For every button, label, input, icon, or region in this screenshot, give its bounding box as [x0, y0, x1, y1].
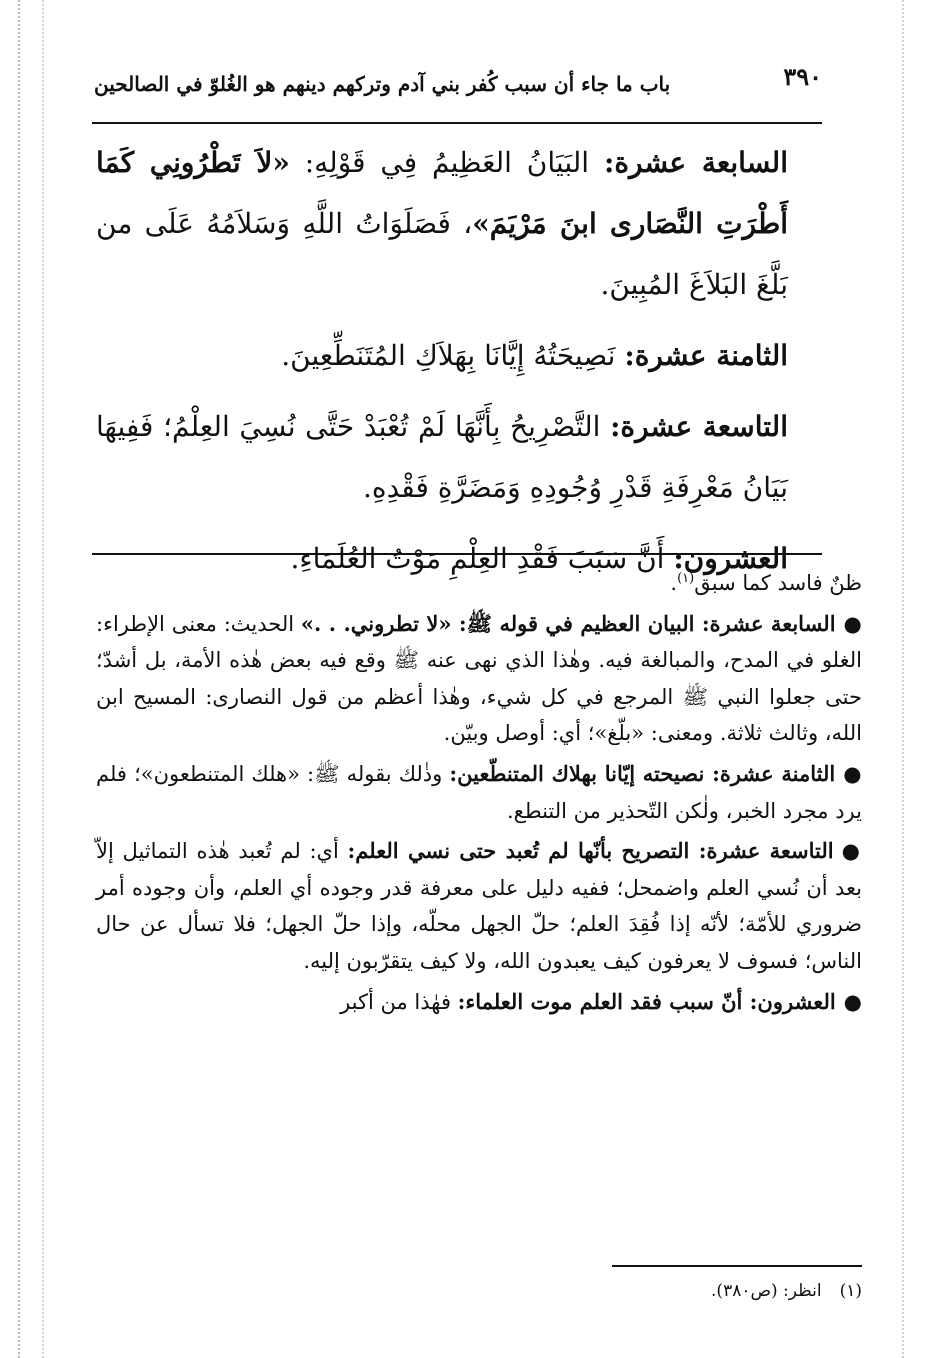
- matn-label: الثامنة عشرة:: [624, 339, 788, 372]
- matn-item: [96, 396, 788, 518]
- matn-text: البَيَانُ العَظِيمُ فِي قَوْلِهِ:: [289, 146, 604, 179]
- matn-text: التَّصْرِيحُ بِأَنَّهَا لَمْ تُعْبَدْ حَتَّى نُسِيَ العِلْمُ؛ فَفِيهَا بَيَانُ مَعْرِفَةِ قَدْرِ وُجُودِهِ وَمَضَرَّةِ فَقْدِهِ.: [96, 410, 788, 504]
- matn-text: ، فَصَلَوَاتُ اللَّهِ وَسَلاَمُهُ عَلَى من بَلَّغَ البَلاَغَ المُبِينَ.: [96, 207, 788, 301]
- matn-label: التاسعة عشرة:: [610, 410, 788, 443]
- matn-text: نَصِيحَتُهُ إِيَّانَا بِهَلاَكِ المُتَنَطِّعِينَ.: [281, 339, 625, 372]
- commentary-label: الثامنة عشرة: نصيحته إيّانا بهلاك المتنطّعين:: [449, 760, 836, 786]
- matn-item: [96, 325, 788, 386]
- commentary-label: العشرون: أنّ سبب فقد العلم موت العلماء:: [457, 988, 836, 1014]
- main-text: [96, 132, 788, 599]
- page-header: [94, 58, 822, 122]
- matn-item: [96, 132, 788, 315]
- hadith-quote: «لاَ تَطْرُونِي كَمَا أَطْرَتِ النَّصَارى ابنَ مَرْيَمَ»: [96, 146, 789, 240]
- footnote-ref: (١): [677, 571, 695, 586]
- bullet-icon: ●: [843, 988, 862, 1014]
- matn-label: السابعة عشرة:: [603, 146, 788, 179]
- page-number: ٣٩٠: [783, 62, 822, 91]
- footnote: [96, 1278, 862, 1304]
- bullet-icon: ●: [843, 760, 862, 786]
- bullet-icon: ●: [841, 838, 863, 864]
- scan-edge: [42, 0, 44, 1358]
- footnote-text: انظر: (ص٣٨٠).: [711, 1281, 822, 1301]
- header-rule: [92, 122, 822, 124]
- commentary-item: [96, 833, 862, 979]
- commentary-text: وذٰلك بقوله ﷺ: «هلك المتنطعون»؛ فلم يرد مجرد الخبر، ولٰكن التّحذير من التنطع.: [96, 761, 862, 823]
- scan-edge: [902, 0, 904, 1358]
- running-title: باب ما جاء أن سبب كُفر بني آدم وتركهم دينهم هو الغُلوّ في الصالحين: [94, 72, 671, 96]
- commentary-opening: ظنٌ فاسد كما سبق$^{(١)}$.: [670, 571, 862, 595]
- commentary-text: أي: لم تُعبد هٰذه التماثيل إلاّ بعد أن نُسي العلم واضمحل؛ ففيه دليل على معرفة قدر وجوده أي العلم، وأن وجوده أمر ضروري للأمّة؛ لأنّه إذا فُقِدَ العلم؛ حلّ الجهل محلّه، وإذا حلّ الجهل؛ فلا تسأل عن حال الناس؛ فسوف لا يعرفون كيف يعبدون الله، ولا كيف يتقرّبون إليه.: [96, 839, 862, 973]
- footnote-rule: [612, 1265, 862, 1267]
- bullet-icon: ●: [843, 610, 862, 636]
- commentary-item: [96, 756, 862, 829]
- commentary-label: السابعة عشرة: البيان العظيم في قوله ﷺ: «لا تطروني. . .»: [300, 610, 836, 636]
- opening-text: ظنٌ فاسد كما سبق: [694, 571, 862, 595]
- commentary-item: [96, 984, 862, 1021]
- matn-label: العشرون:: [673, 542, 788, 575]
- commentary-label: التاسعة عشرة: التصريح بأنّها لم تُعبد حتى نسي العلم:: [347, 838, 834, 864]
- commentary: [96, 565, 862, 1024]
- commentary-item: [96, 606, 862, 752]
- footnote-number: (١): [839, 1281, 862, 1301]
- matn-text: أَنَّ سَبَبَ فَقْدِ العِلْمِ مَوْتُ العُلَمَاءِ.: [290, 542, 674, 575]
- scan-edge: [18, 0, 20, 1358]
- commentary-text: الحديث: معنى الإطراء: الغلو في المدح، والمبالغة فيه. وهٰذا الذي نهى عنه ﷺ وقع فيه بعض هٰذه الأمة، بل أشدّ؛ حتى جعلوا النبي ﷺ المرجع في كل شيء، وهٰذا أعظم من قول النصارى: المسيح ابن الله، وثالث ثلاثة. ومعنى: «بلّغ»؛ أي: أوصل وبيّن.: [96, 611, 862, 746]
- section-rule: [92, 553, 822, 555]
- commentary-text: فهٰذا من أكبر: [340, 989, 458, 1014]
